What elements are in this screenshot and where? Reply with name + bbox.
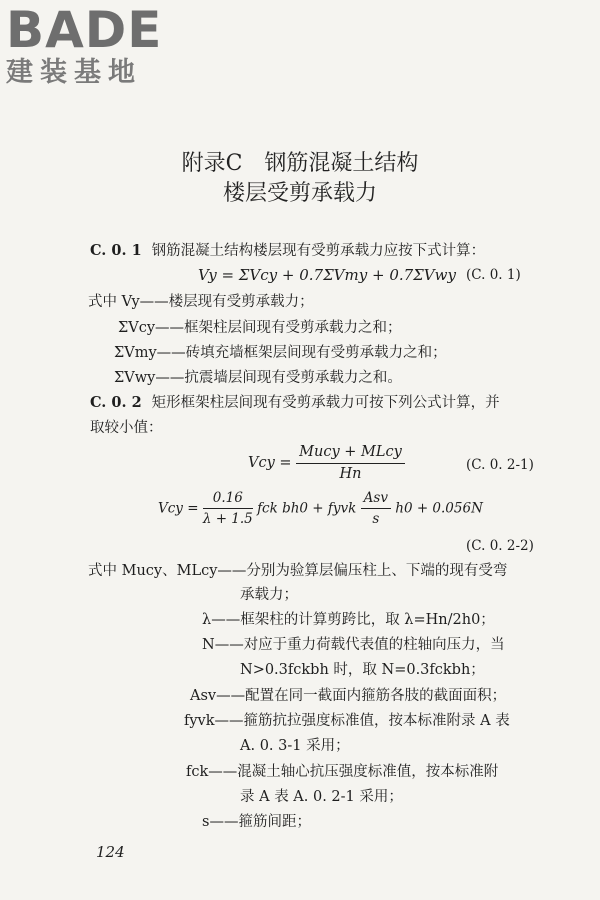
fraction <box>296 443 405 484</box>
definition: Asv——配置在同一截面内箍筋各肢的截面面积； <box>190 688 507 704</box>
fraction-numerator: Asv <box>361 489 391 509</box>
clause-text-continued: 取较小值： <box>90 420 163 436</box>
fraction-numerator: 0.16 <box>203 489 253 509</box>
formula-c01: Vy = ΣVcy + 0.7ΣVmy + 0.7ΣVwy <box>198 266 456 284</box>
fraction-denominator: s <box>372 511 380 527</box>
eq-number-c02-1: (C. 0. 2-1) <box>466 457 534 473</box>
appendix-title: 附录C 钢筋混凝土结构 <box>181 151 419 176</box>
clause-text: 钢筋混凝土结构楼层现有受剪承载力应按下式计算： <box>151 243 486 259</box>
formula-c02-2 <box>158 489 483 528</box>
clause-text: 矩形框架柱层间现有受剪承载力可按下列公式计算，并 <box>151 395 500 411</box>
definition-continued: A. 0. 3-1 采用； <box>240 738 350 754</box>
formula-term: h0 + 0.056N <box>395 500 483 517</box>
logo-main-text: BADE <box>6 1 163 59</box>
definition: s——箍筋间距； <box>202 814 311 830</box>
eq-number-c01: (C. 0. 1) <box>466 267 521 283</box>
definition-continued: N>0.3fckbh 时，取 N=0.3fckbh； <box>240 662 485 678</box>
definition: 式中 Vy——楼层现有受剪承载力； <box>88 294 314 310</box>
formula-c02-1 <box>248 443 405 484</box>
appendix-subtitle: 楼层受剪承载力 <box>222 181 377 206</box>
definition: fyvk——箍筋抗拉强度标准值，按本标准附录 A 表 <box>184 713 510 729</box>
fraction <box>203 489 253 528</box>
fraction-numerator: Mucy + MLcy <box>296 443 405 464</box>
definition: λ——框架柱的计算剪跨比，取 λ=Hn/2h0； <box>202 612 495 628</box>
eq-number-c02-2: (C. 0. 2-2) <box>466 538 534 554</box>
fraction-denominator: Hn <box>339 466 362 482</box>
definition: fck——混凝土轴心抗压强度标准值，按本标准附 <box>186 764 499 780</box>
formula-lhs: Vcy = <box>248 455 292 471</box>
definition-continued: 录 A 表 A. 0. 2-1 采用； <box>240 789 403 805</box>
logo-sub-text: 建装基地 <box>6 57 142 88</box>
clause-c02 <box>90 393 500 413</box>
page-number: 124 <box>96 843 125 861</box>
logo <box>6 1 176 88</box>
definition-continued: 承载力； <box>240 587 298 603</box>
fraction-denominator: λ + 1.5 <box>202 511 253 527</box>
definition: ΣVmy——砖填充墙框架层间现有受剪承载力之和； <box>114 345 447 361</box>
definition: ΣVwy——抗震墙层间现有受剪承载力之和。 <box>114 370 402 386</box>
clause-c01 <box>90 241 485 261</box>
definition: 式中 Mucy、MLcy——分别为验算层偏压柱上、下端的现有受弯 <box>88 563 508 579</box>
clause-number: C. 0. 2 <box>90 394 142 411</box>
clause-number: C. 0. 1 <box>90 242 142 259</box>
formula-lhs: Vcy = <box>158 500 199 517</box>
definition: ΣVcy——框架柱层间现有受剪承载力之和； <box>118 320 402 336</box>
fraction <box>361 489 391 528</box>
definition: N——对应于重力荷载代表值的柱轴向压力，当 <box>202 637 505 653</box>
formula-term: fck bh0 + fyvk <box>257 500 357 517</box>
